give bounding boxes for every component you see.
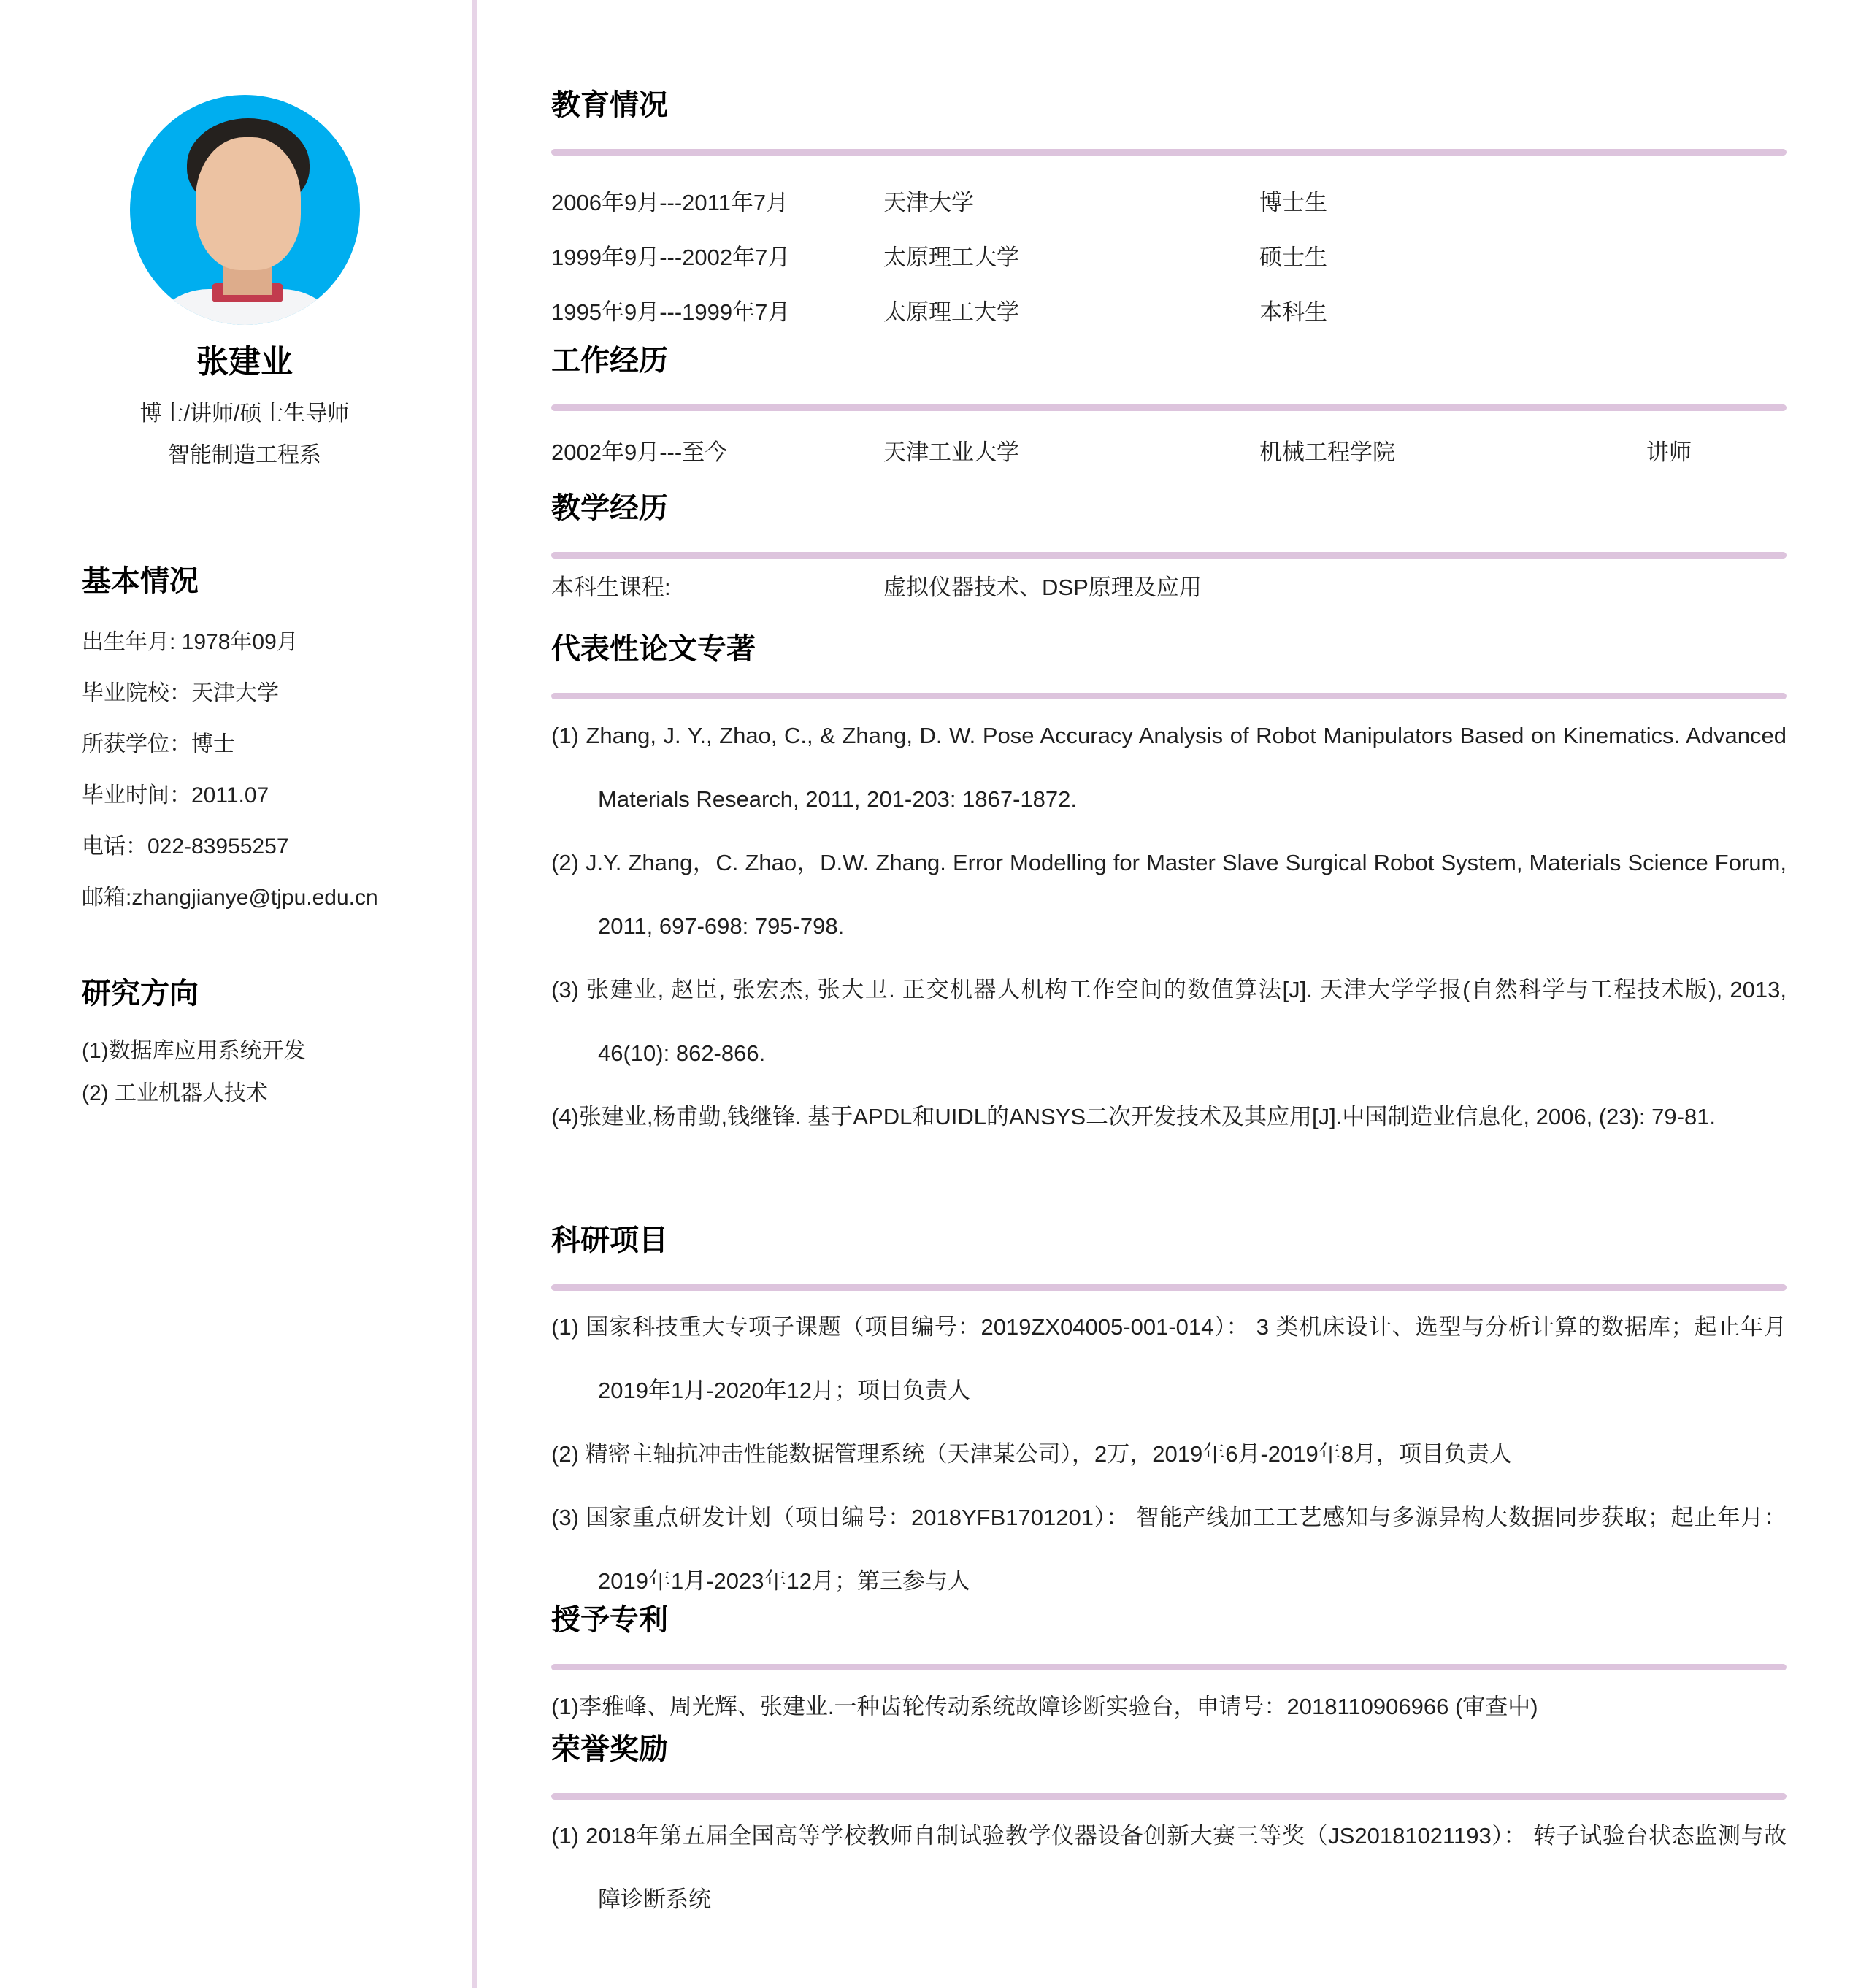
section-projects <box>551 1223 1787 1613</box>
basic-info-heading: 基本情况 <box>82 565 199 597</box>
publication-item: (2) J.Y. Zhang，C. Zhao，D.W. Zhang. Error Modelling for Master Slave Surgical Robot System, Materials Science Forum, 2011, 697-698: 795-798. <box>551 850 1787 939</box>
section-underline <box>551 1664 1787 1670</box>
basic-info-phone: 电话：022-83955257 <box>82 834 289 859</box>
work-org: 天津工业大学 <box>883 440 1019 465</box>
table-row <box>551 423 1787 477</box>
basic-info-email: 邮箱:zhangjianye@tjpu.edu.cn <box>82 886 378 910</box>
section-underline <box>551 552 1787 559</box>
research-list <box>82 1035 461 1120</box>
avatar-face <box>196 137 301 270</box>
edu-period: 1999年9月---2002年7月 <box>551 245 791 270</box>
section-education <box>551 88 1787 337</box>
section-underline <box>551 1284 1787 1291</box>
edu-degree: 博士生 <box>1259 190 1327 215</box>
column-divider <box>472 0 477 1988</box>
work-period: 2002年9月---至今 <box>551 440 728 465</box>
edu-school: 太原理工大学 <box>883 245 1019 270</box>
edu-school: 太原理工大学 <box>883 299 1019 325</box>
section-work <box>551 343 1787 477</box>
basic-info-birth: 出生年月: 1978年09月 <box>82 630 299 654</box>
avatar <box>130 95 360 325</box>
publication-item: (3) 张建业, 赵臣, 张宏杰, 张大卫. 正交机器人机构工作空间的数值算法[J]. 天津大学学报(自然科学与工程技术版), 2013, 46(10): 862-866. <box>551 977 1787 1066</box>
basic-info-list <box>82 626 461 933</box>
edu-period: 1995年9月---1999年7月 <box>551 299 791 325</box>
section-patents <box>551 1603 1787 1738</box>
table-row <box>551 283 1787 337</box>
section-teaching <box>551 491 1787 610</box>
teaching-label: 本科生课程: <box>551 575 671 600</box>
table-row <box>551 566 1787 610</box>
section-underline <box>551 404 1787 411</box>
projects-list <box>551 1295 1787 1613</box>
person-department: 智能制造工程系 <box>168 443 321 467</box>
table-row <box>551 228 1787 283</box>
person-name: 张建业 <box>196 344 293 380</box>
edu-school: 天津大学 <box>883 190 974 215</box>
honors-list <box>551 1804 1787 1931</box>
research-item: (1)数据库应用系统开发 <box>82 1039 306 1063</box>
patent-item: (1)李雅峰、周光辉、张建业.一种齿轮传动系统故障诊断实验台，申请号：2018110906966 (审查中) <box>551 1694 1538 1719</box>
honors-heading: 荣誉奖励 <box>551 1733 668 1765</box>
section-publications <box>551 632 1787 1148</box>
teaching-courses: 虚拟仪器技术、DSP原理及应用 <box>883 575 1202 600</box>
basic-info-degree: 所获学位：博士 <box>82 732 235 756</box>
section-underline <box>551 693 1787 699</box>
project-item: (3) 国家重点研发计划（项目编号：2018YFB1701201）： 智能产线加工工艺感知与多源异构大数据同步获取；起止年月：2019年1月-2023年12月；第三参与人 <box>551 1505 1787 1594</box>
honor-item: (1) 2018年第五届全国高等学校教师自制试验教学仪器设备创新大赛三等奖（JS20181021193）： 转子试验台状态监测与故障诊断系统 <box>551 1823 1787 1912</box>
research-heading: 研究方向 <box>82 978 199 1010</box>
education-table <box>551 173 1787 337</box>
work-table <box>551 423 1787 477</box>
work-title: 讲师 <box>1646 440 1692 465</box>
table-row <box>551 173 1787 228</box>
edu-degree: 本科生 <box>1259 299 1327 325</box>
edu-period: 2006年9月---2011年7月 <box>551 190 789 215</box>
section-honors <box>551 1732 1787 1931</box>
publications-list <box>551 704 1787 1148</box>
teaching-heading: 教学经历 <box>551 492 668 524</box>
research-item: (2) 工业机器人技术 <box>82 1081 268 1105</box>
patents-list <box>551 1675 1787 1738</box>
patents-heading: 授予专利 <box>551 1604 668 1636</box>
basic-info-grad-time: 毕业时间：2011.07 <box>82 783 269 807</box>
publications-heading: 代表性论文专著 <box>551 633 756 665</box>
person-title: 博士/讲师/硕士生导师 <box>139 402 350 426</box>
edu-degree: 硕士生 <box>1259 245 1327 270</box>
publication-item: (1) Zhang, J. Y., Zhao, C., & Zhang, D. W. Pose Accuracy Analysis of Robot Manipulators Based on Kinematics. Advanced Materials Research, 2011, 201-203: 1867-1872. <box>551 723 1787 812</box>
basic-info-school: 毕业院校：天津大学 <box>82 681 279 705</box>
work-dept: 机械工程学院 <box>1259 440 1395 465</box>
work-heading: 工作经历 <box>551 345 668 377</box>
projects-heading: 科研项目 <box>551 1224 668 1256</box>
project-item: (1) 国家科技重大专项子课题（项目编号：2019ZX04005-001-014）： 3 类机床设计、选型与分析计算的数据库；起止年月2019年1月-2020年12月；项目负责人 <box>551 1314 1787 1403</box>
section-underline <box>551 1793 1787 1800</box>
publication-item: (4)张建业,杨甫勤,钱继锋. 基于APDL和UIDL的ANSYS二次开发技术及其应用[J].中国制造业信息化, 2006, (23): 79-81. <box>551 1104 1716 1129</box>
project-item: (2) 精密主轴抗冲击性能数据管理系统（天津某公司），2万，2019年6月-2019年8月，项目负责人 <box>551 1441 1512 1467</box>
section-underline <box>551 149 1787 156</box>
education-heading: 教育情况 <box>551 89 668 121</box>
